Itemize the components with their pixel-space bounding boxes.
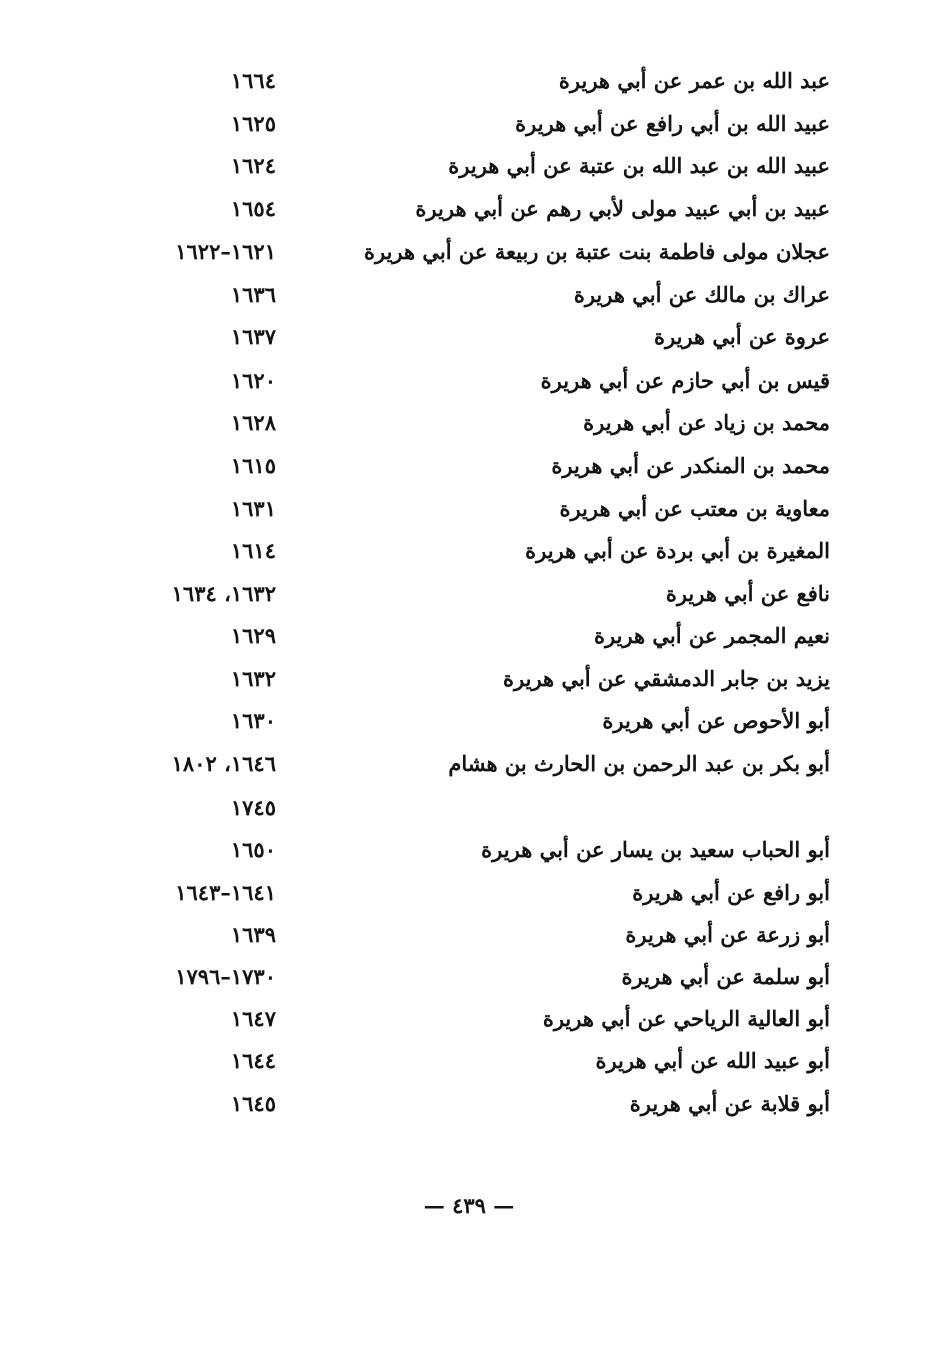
entry-name: أبو الأحوص عن أبي هريرة [602, 708, 830, 733]
entry-hadith-numbers: ١٦٣٩ [230, 922, 276, 947]
entry-hadith-numbers: ١٦٦٤ [230, 68, 276, 93]
entry-hadith-numbers: ١٦٢٥ [230, 111, 276, 136]
entry-hadith-numbers: ١٧٣٠–١٧٩٦ [175, 964, 276, 989]
entry-name: محمد بن المنكدر عن أبي هريرة [551, 453, 830, 478]
entry-name: نافع عن أبي هريرة [665, 581, 830, 606]
entry-hadith-numbers: ١٦١٤ [230, 538, 276, 563]
entry-hadith-numbers: ١٧٤٥ [230, 795, 276, 820]
entry-hadith-numbers: ١٦٣٢، ١٦٣٤ [171, 581, 276, 606]
entry-hadith-numbers: ١٦٢١–١٦٢٢ [175, 239, 276, 264]
entry-hadith-numbers: ١٦٢٩ [230, 623, 276, 648]
entry-name: أبو العالية الرياحي عن أبي هريرة [542, 1006, 830, 1031]
entry-name: قيس بن أبي حازم عن أبي هريرة [540, 368, 830, 393]
entry-name: يزيد بن جابر الدمشقي عن أبي هريرة [503, 666, 830, 691]
entry-name: محمد بن زياد عن أبي هريرة [583, 410, 830, 435]
entry-name: عروة عن أبي هريرة [654, 324, 830, 349]
entry-hadith-numbers: ١٦٣٠ [230, 708, 276, 733]
entry-hadith-numbers: ١٦٤٦، ١٨٠٢ [171, 751, 276, 776]
entry-hadith-numbers: ١٦٢٨ [230, 410, 276, 435]
entry-name: أبو بكر بن عبد الرحمن بن الحارث بن هشام [448, 751, 830, 776]
entry-name: عراك بن مالك عن أبي هريرة [573, 282, 830, 307]
entry-name: أبو زرعة عن أبي هريرة [625, 922, 830, 947]
entry-hadith-numbers: ١٦٤١–١٦٤٣ [175, 880, 276, 905]
entry-name: عجلان مولى فاطمة بنت عتبة بن ربيعة عن أبي هريرة [364, 239, 830, 264]
entry-name: أبو قلابة عن أبي هريرة [629, 1091, 830, 1116]
entry-hadith-numbers: ١٦٣٢ [230, 666, 276, 691]
entry-name: نعيم المجمر عن أبي هريرة [594, 623, 830, 648]
entry-name: المغيرة بن أبي بردة عن أبي هريرة [525, 538, 830, 563]
entry-name: عبيد الله بن أبي رافع عن أبي هريرة [515, 111, 830, 136]
entry-hadith-numbers: ١٦٤٥ [230, 1091, 276, 1116]
page-number: — ٤٣٩ — [423, 1193, 515, 1218]
entry-name: عبد الله بن عمر عن أبي هريرة [558, 68, 830, 93]
entry-hadith-numbers: ١٦٥٤ [230, 196, 276, 221]
entry-name: عبيد بن أبي عبيد مولى لأبي رهم عن أبي هريرة [415, 196, 830, 221]
entry-hadith-numbers: ١٦٤٧ [230, 1006, 276, 1031]
entry-hadith-numbers: ١٦٥٠ [230, 837, 276, 862]
entry-name: عبيد الله بن عبد الله بن عتبة عن أبي هريرة [448, 153, 830, 178]
entry-hadith-numbers: ١٦٣١ [230, 496, 276, 521]
entry-name: أبو سلمة عن أبي هريرة [621, 964, 830, 989]
entry-name: أبو رافع عن أبي هريرة [632, 880, 830, 905]
entry-hadith-numbers: ١٦٢٤ [230, 153, 276, 178]
entry-name: أبو الحباب سعيد بن يسار عن أبي هريرة [481, 837, 830, 862]
entry-hadith-numbers: ١٦١٥ [230, 453, 276, 478]
entry-name: أبو عبيد الله عن أبي هريرة [595, 1048, 830, 1073]
entry-name: معاوية بن معتب عن أبي هريرة [559, 496, 830, 521]
entry-hadith-numbers: ١٦٤٤ [230, 1048, 276, 1073]
entry-hadith-numbers: ١٦٢٠ [230, 368, 276, 393]
entry-hadith-numbers: ١٦٣٧ [230, 324, 276, 349]
entry-hadith-numbers: ١٦٣٦ [230, 282, 276, 307]
